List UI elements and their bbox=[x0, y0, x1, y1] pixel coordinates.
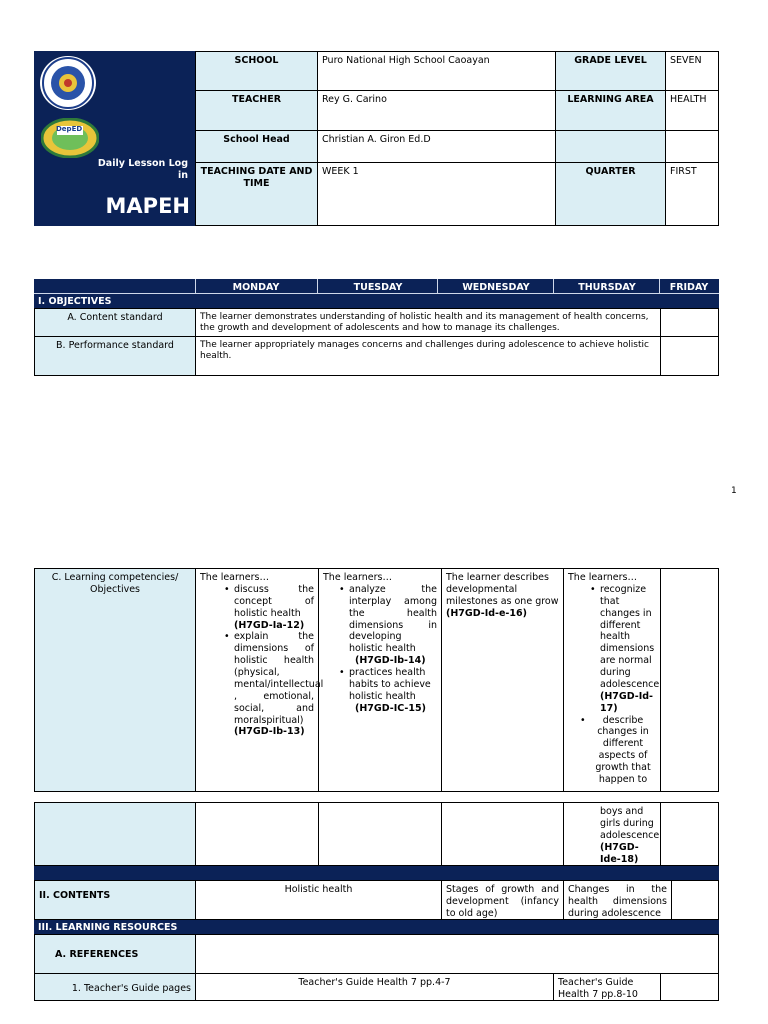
quarter-value: FIRST bbox=[665, 162, 719, 226]
school-value: Puro National High School Caoayan bbox=[317, 51, 556, 91]
deped-seal-icon bbox=[40, 56, 96, 110]
thursday-b1: recognize that changes in different health dimensions are normal during adolescence bbox=[600, 583, 660, 690]
continuation-thursday bbox=[563, 802, 661, 866]
days-dividers bbox=[34, 279, 719, 294]
day-friday: FRIDAY bbox=[669, 282, 709, 293]
resources-heading: III. LEARNING RESOURCES bbox=[38, 922, 178, 933]
contents-heading: II. CONTENTS bbox=[34, 880, 196, 920]
performance-standard-label: B. Performance standard bbox=[34, 336, 196, 376]
continuation-label-cell bbox=[34, 802, 196, 866]
day-wednesday: WEDNESDAY bbox=[462, 282, 530, 293]
continuation-friday bbox=[660, 802, 719, 866]
divider bbox=[437, 279, 438, 294]
contents-mon-tue: Holistic health bbox=[195, 880, 442, 920]
log-title: Daily Lesson Log in bbox=[97, 158, 188, 181]
date-value: WEEK 1 bbox=[317, 162, 556, 226]
day-tuesday: TUESDAY bbox=[353, 282, 403, 293]
page-number: 1 bbox=[731, 486, 737, 496]
monday-b1-code: (H7GD-Ia-12) bbox=[234, 619, 305, 631]
list-item bbox=[234, 631, 324, 738]
competencies-label: C. Learning competencies/ Objectives bbox=[34, 568, 196, 792]
content-standard-text: The learner demonstrates understanding of holistic health and its management of health concerns, the growth and development of adolescents and how to manage its challenges. bbox=[195, 308, 661, 337]
grade-value: SEVEN bbox=[665, 51, 719, 91]
contents-band bbox=[34, 866, 719, 881]
tuesday-intro: The learners… bbox=[323, 572, 392, 583]
grade-label: GRADE LEVEL bbox=[555, 51, 666, 91]
tg-thursday: Teacher's Guide Health 7 pp.8-10 bbox=[553, 973, 661, 1001]
competencies-wednesday bbox=[441, 568, 564, 792]
thursday-b1-code: (H7GD-Id-17) bbox=[600, 690, 653, 714]
thursday-b2: describe changes in different aspects of growth that happen to bbox=[595, 714, 651, 785]
list-item bbox=[600, 583, 660, 715]
contents-friday bbox=[671, 880, 719, 920]
day-monday: MONDAY bbox=[232, 282, 280, 293]
head-extra-value bbox=[665, 130, 719, 163]
divider bbox=[553, 279, 554, 294]
head-extra-label bbox=[555, 130, 666, 163]
teacher-value: Rey G. Carino bbox=[317, 90, 556, 131]
contents-thursday: Changes in the health dimensions during adolescence bbox=[563, 880, 672, 920]
teacher-label: TEACHER bbox=[195, 90, 318, 131]
area-value: HEALTH bbox=[665, 90, 719, 131]
continuation-tuesday bbox=[318, 802, 442, 866]
monday-b2-code: (H7GD-Ib-13) bbox=[234, 726, 305, 738]
thursday-list bbox=[568, 583, 660, 786]
school-label: SCHOOL bbox=[195, 51, 318, 91]
references-value bbox=[195, 934, 719, 974]
list-item bbox=[234, 584, 314, 632]
thursday-intro: The learners… bbox=[568, 572, 637, 583]
divider bbox=[195, 279, 196, 294]
list-item bbox=[349, 667, 437, 715]
tuesday-b2: practices health habits to achieve holistic health bbox=[349, 667, 431, 702]
tuesday-b1: analyze the interplay among the health dimensions in developing holistic health bbox=[349, 583, 437, 655]
monday-intro: The learners… bbox=[200, 572, 269, 583]
tuesday-b1-code: (H7GD-Ib-14) bbox=[355, 655, 426, 667]
divider bbox=[659, 279, 660, 294]
tg-friday bbox=[660, 973, 719, 1001]
thursday-cont-code: (H7GD-Ide-18) bbox=[600, 841, 639, 865]
school-logo-icon bbox=[41, 118, 99, 158]
contents-wednesday: Stages of growth and development (infancy to old age) bbox=[441, 880, 564, 920]
monday-b1: discuss the concept of holistic health bbox=[234, 583, 314, 619]
tuesday-b2-code: (H7GD-IC-15) bbox=[355, 702, 426, 714]
seal-text bbox=[40, 108, 96, 109]
content-standard-friday bbox=[660, 308, 719, 337]
head-value: Christian A. Giron Ed.D bbox=[317, 130, 556, 163]
performance-standard-text: The learner appropriately manages concerns and challenges during adolescence to achieve holistic health. bbox=[195, 336, 661, 376]
list-item bbox=[590, 715, 656, 786]
wednesday-code: (H7GD-Id-e-16) bbox=[446, 607, 527, 619]
objectives-heading: I. OBJECTIVES bbox=[38, 296, 112, 307]
tg-label: 1. Teacher's Guide pages bbox=[34, 973, 196, 1001]
competencies-thursday bbox=[563, 568, 661, 792]
thursday-cont: boys and girls during adolescence bbox=[600, 806, 660, 841]
date-label: TEACHING DATE AND TIME bbox=[195, 162, 318, 226]
tuesday-list bbox=[323, 584, 437, 715]
quarter-label: QUARTER bbox=[555, 162, 666, 226]
deped-logo-text: DepED bbox=[56, 125, 83, 133]
wednesday-text: The learner describes developmental milestones as one grow bbox=[446, 572, 559, 607]
monday-b2: explain the dimensions of holistic health (physical, mental/intellectual , emotional, social, and moralspiritual) bbox=[234, 631, 324, 726]
subject-title: MAPEH bbox=[105, 194, 190, 218]
monday-list bbox=[200, 583, 324, 738]
competencies-tuesday bbox=[318, 568, 442, 792]
continuation-wednesday bbox=[441, 802, 564, 866]
tg-mon-wed: Teacher's Guide Health 7 pp.4-7 bbox=[195, 973, 554, 1001]
continuation-monday bbox=[195, 802, 319, 866]
divider bbox=[317, 279, 318, 294]
competencies-friday bbox=[660, 568, 719, 792]
area-label: LEARNING AREA bbox=[555, 90, 666, 131]
references-label: A. REFERENCES bbox=[34, 934, 196, 974]
performance-standard-friday bbox=[660, 336, 719, 376]
day-thursday: THURSDAY bbox=[578, 282, 636, 293]
head-label: School Head bbox=[195, 130, 318, 163]
list-item bbox=[349, 584, 437, 667]
content-standard-label: A. Content standard bbox=[34, 308, 196, 337]
competencies-monday bbox=[195, 568, 324, 792]
